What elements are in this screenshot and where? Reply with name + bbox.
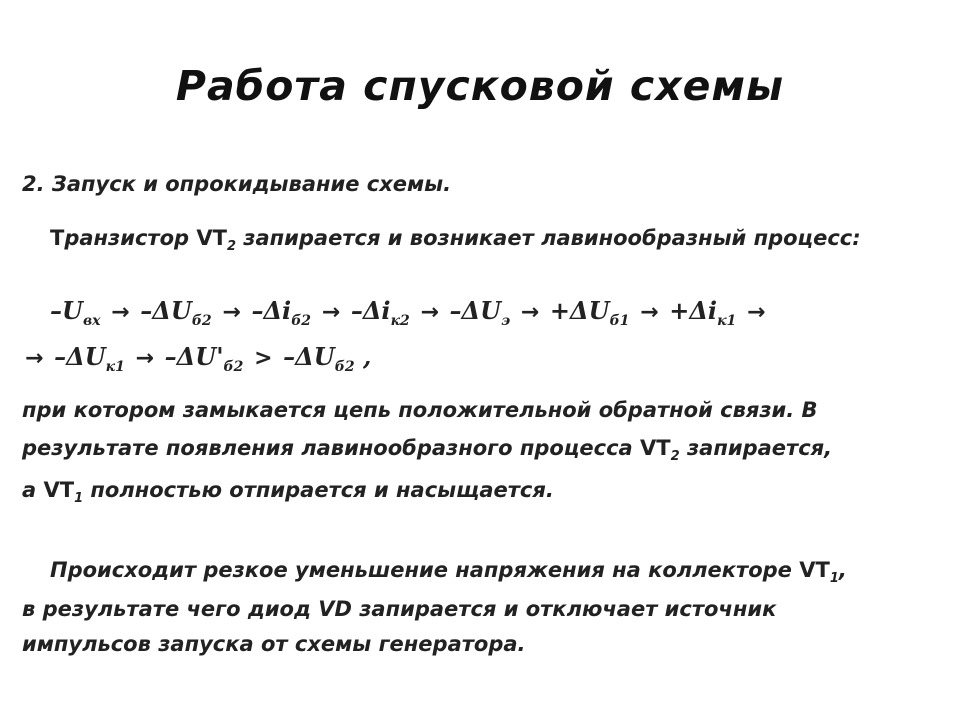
formula-subscript: к2 (390, 313, 410, 329)
arrow-icon: → (103, 300, 138, 325)
intro-suffix: запирается и возникает лавинообразный процесс: (235, 226, 861, 250)
formula-symbol: ΔU (570, 296, 610, 325)
intro-prefix: ранзистор (64, 226, 197, 250)
formula-subscript: б2 (191, 313, 212, 329)
formula-subscript: к1 (105, 359, 125, 375)
formula-subscript: б1 (609, 313, 630, 329)
formula-sign: – (350, 296, 363, 325)
formula-symbol: ΔU (295, 342, 335, 371)
formula-sign: – (283, 342, 296, 371)
feedback-text-a: результате появления лавинообразного процесса (22, 436, 641, 460)
formula-symbol: Δi (362, 296, 391, 325)
arrow-icon: → (412, 300, 447, 325)
arrow-icon: → (513, 300, 547, 325)
paragraph-feedback-line-3 (22, 478, 554, 506)
formula-symbol: ΔU' (176, 342, 224, 371)
result-text-b: , (838, 558, 847, 582)
paragraph-intro (50, 226, 861, 254)
formula-symbol: ΔU (152, 296, 192, 325)
result-text-a: Происходит резкое уменьшение напряжения на коллекторе (50, 558, 800, 582)
formula-term (669, 296, 737, 329)
formula-sign: – (50, 296, 62, 325)
formula-term (164, 342, 244, 375)
formula-sign: + (549, 296, 571, 325)
formula-sign: – (251, 296, 264, 325)
formula-sign: – (54, 342, 67, 371)
formula-subscript: вх (82, 313, 101, 329)
formula-subscript: б2 (334, 359, 355, 375)
vt-subscript: 2 (670, 449, 680, 464)
feedback-text-b: запирается, (679, 436, 833, 460)
formula-symbol: U (62, 296, 83, 325)
vt-label: VT (799, 558, 830, 582)
formula-subscript: б2 (223, 359, 244, 375)
arrow-icon: → (739, 300, 766, 325)
arrow-icon: → (127, 346, 162, 371)
arrow-icon: → (25, 346, 52, 371)
vt-subscript: 2 (226, 239, 236, 254)
paragraph-result-line-2: в результате чего диод VD запирается и отключает источник (22, 597, 777, 621)
vt-label: VT (640, 436, 671, 460)
formula-subscript: к1 (717, 313, 737, 329)
arrow-icon: → (632, 300, 667, 325)
vt-label: VT (196, 226, 227, 250)
greater-than-sign: > (246, 346, 281, 371)
arrow-icon: → (314, 300, 348, 325)
paragraph-result-line-1 (50, 558, 847, 586)
vt-label: VT (43, 478, 75, 502)
formula-term (50, 296, 101, 329)
formula-subscript: б2 (291, 313, 312, 329)
formula-term (140, 296, 212, 329)
formula-subscript: э (501, 313, 511, 329)
intro-first-letter: Т (50, 226, 65, 250)
formula-term (449, 296, 511, 329)
slide-title: Работа спусковой схемы (175, 62, 785, 110)
formula-sign: + (669, 296, 690, 325)
formula-symbol: Δi (689, 296, 718, 325)
formula-term (54, 342, 125, 375)
paragraph-feedback-line-1: при котором замыкается цепь положительной обратной связи. В (22, 398, 818, 422)
formula-term (251, 296, 312, 329)
formula-symbol: ΔU (461, 296, 502, 325)
formula-end-comma: , (354, 342, 372, 371)
formula-term (350, 296, 410, 329)
formula-term (549, 296, 630, 329)
section-heading: 2. Запуск и опрокидывание схемы. (22, 172, 452, 196)
arrow-icon: → (214, 300, 249, 325)
vt-subscript: 1 (74, 491, 84, 506)
feedback-text-d: полностью отпирается и насыщается. (83, 478, 554, 502)
formula-symbol: ΔU (66, 342, 106, 371)
feedback-text-c: а (22, 478, 44, 502)
formula-sign: – (140, 296, 153, 325)
paragraph-feedback-line-2 (22, 436, 832, 464)
formula-symbol: Δi (263, 296, 292, 325)
formula-line-1 (50, 296, 768, 329)
formula-line-2 (22, 342, 371, 375)
formula-sign: – (449, 296, 462, 325)
formula-sign: – (164, 342, 177, 371)
vt-subscript: 1 (829, 571, 839, 586)
formula-term (283, 342, 355, 375)
paragraph-result-line-3: импульсов запуска от схемы генератора. (22, 632, 526, 656)
